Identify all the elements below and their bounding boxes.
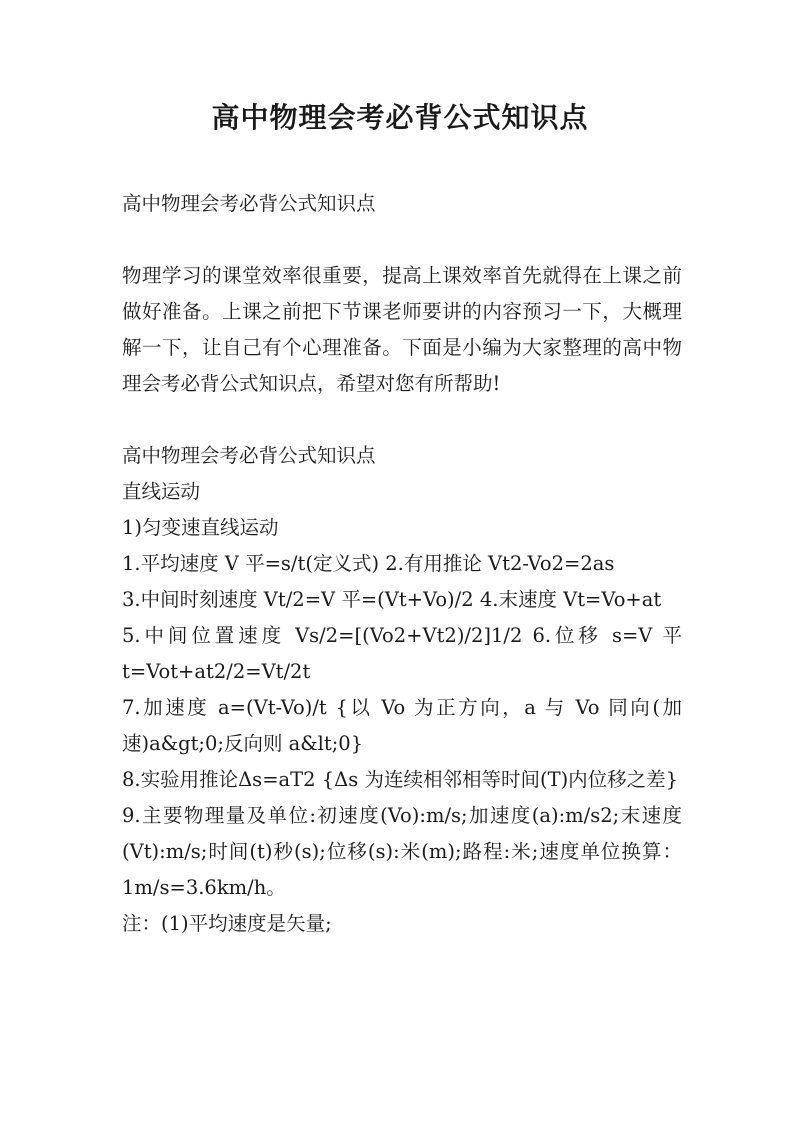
formula-line: 9.主要物理量及单位:初速度(Vo):m/s;加速度(a):m/s2;末速度(Vt):m/s;时间(t)秒(s);位移(s):米(m);路程:米;速度单位换算：1m/s=3.6km/h。 <box>122 804 682 899</box>
document-body <box>122 186 682 942</box>
formula-line: 8.实验用推论Δs=aT2 {Δs 为连续相邻相等时间(T)内位移之差} <box>122 768 679 791</box>
document-title: 高中物理会考必背公式知识点 <box>211 101 589 134</box>
subchapter-heading: 1)匀变速直线运动 <box>122 516 279 539</box>
formula-line: 1.平均速度 V 平=s/t(定义式) 2.有用推论 Vt2-Vo2=2as <box>122 552 615 575</box>
formula-line: 3.中间时刻速度 Vt/2=V 平=(Vt+Vo)/2 4.末速度 Vt=Vo+at <box>122 588 662 611</box>
paragraph-spacer <box>122 402 682 438</box>
formula-line: 7.加速度 a=(Vt-Vo)/t {以 Vo 为正方向，a 与 Vo 同向(加速)a&gt;0;反向则 a&lt;0} <box>122 696 682 755</box>
note-line: 注：(1)平均速度是矢量; <box>122 912 332 935</box>
section-heading: 高中物理会考必背公式知识点 <box>122 444 376 467</box>
chapter-heading: 直线运动 <box>122 480 201 503</box>
formula-line: 5.中间位置速度 Vs/2=[(Vo2+Vt2)/2]1/2 6.位移 s=V 平 t=Vot+at2/2=Vt/2t <box>122 624 682 683</box>
subtitle-paragraph: 高中物理会考必背公式知识点 <box>122 192 376 215</box>
paragraph-spacer <box>122 222 682 258</box>
intro-paragraph: 物理学习的课堂效率很重要，提高上课效率首先就得在上课之前做好准备。上课之前把下节课老师要讲的内容预习一下，大概理解一下，让自己有个心理准备。下面是小编为大家整理的高中物理会考必背公式知识点，希望对您有所帮助! <box>122 264 682 395</box>
